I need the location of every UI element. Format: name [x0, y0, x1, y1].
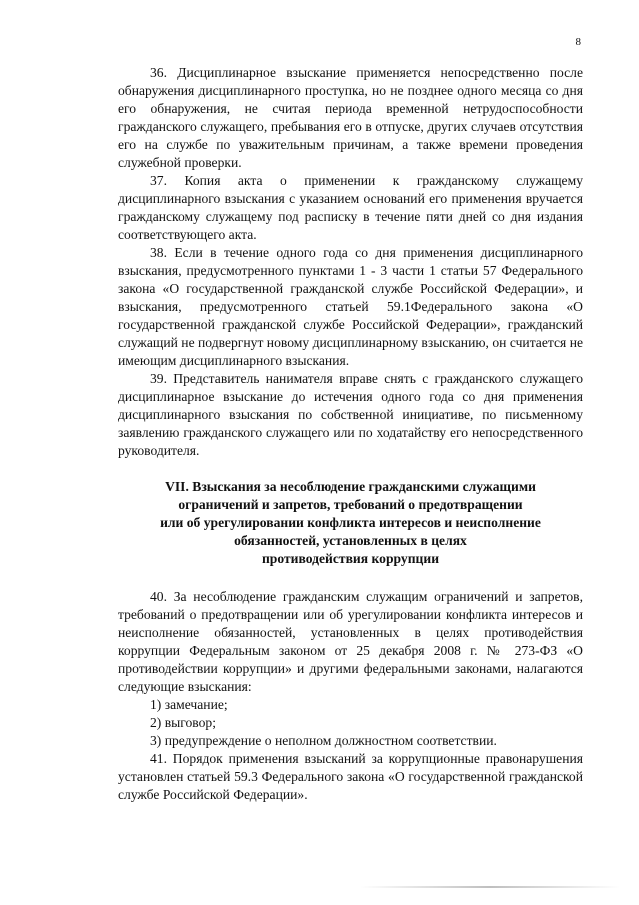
paragraph-38: 38. Если в течение одного года со дня применения дисциплинарного взыскания, предусмотренного пунктами 1 - 3 части 1 статьи 57 Федерального закона «О государственной гражданской службе Российской Федерации», и взыскания, предусмотренного статьей 59.1Федерального закона «О государственной гражданской службе Российской Федерации», гражданский служащий не подвергнут новому дисциплинарному взысканию, он считается не имеющим дисциплинарного взыскания.: [118, 245, 583, 368]
section-heading-line: ограничений и запретов, требований о предотвращении: [178, 497, 523, 512]
paragraph-39: 39. Представитель нанимателя вправе снять с гражданского служащего дисциплинарное взыскание до истечения одного года со дня применения дисциплинарного взыскания по собственной инициативе, по письменному заявлению гражданского служащего или по ходатайству его непосредственного руководителя.: [118, 371, 583, 458]
paragraph-41: 41. Порядок применения взысканий за коррупционные правонарушения установлен статьей 59.3 Федерального закона «О государственной гражданской службе Российской Федерации».: [118, 751, 583, 802]
section-heading-line: противодействия коррупции: [261, 551, 440, 566]
paragraph-36: 36. Дисциплинарное взыскание применяется непосредственно после обнаружения дисциплинарного проступка, но не позднее одного месяца со дня его обнаружения, не считая периода временной нетрудоспособности гражданского служащего, пребывания его в отпуске, других случаев отсутствия его на службе по уважительным причинам, а также времени проведения служебной проверки.: [118, 65, 583, 170]
section-heading: [118, 478, 583, 568]
paragraph-40: 40. За несоблюдение гражданским служащим ограничений и запретов, требований о предотвращении или об урегулировании конфликта интересов и неисполнение обязанностей, установленных в целях противодействия коррупции Федеральным законом от 25 декабря 2008 г. № 273-ФЗ «О противодействии коррупции» и другими федеральными законами, налагаются следующие взыскания:: [118, 589, 583, 694]
penalty-item: 3) предупреждение о неполном должностном соответствии.: [150, 733, 497, 748]
section-heading-line: или об урегулировании конфликта интересов и неисполнение: [160, 515, 541, 530]
page-number: 8: [575, 36, 581, 48]
paragraph-37: 37. Копия акта о применении к гражданскому служащему дисциплинарного взыскания с указанием оснований его применения вручается гражданскому служащему под расписку в течение пяти дней со дня издания соответствующего акта.: [118, 173, 583, 242]
penalty-item: 2) выговор;: [150, 715, 217, 730]
penalty-item: 1) замечание;: [150, 697, 228, 712]
scan-artifact-line: [360, 886, 620, 888]
document-body: [118, 64, 583, 804]
section-heading-line: обязанностей, установленных в целях: [234, 533, 467, 548]
section-heading-line: VII. Взыскания за несоблюдение гражданскими служащими: [165, 479, 536, 494]
